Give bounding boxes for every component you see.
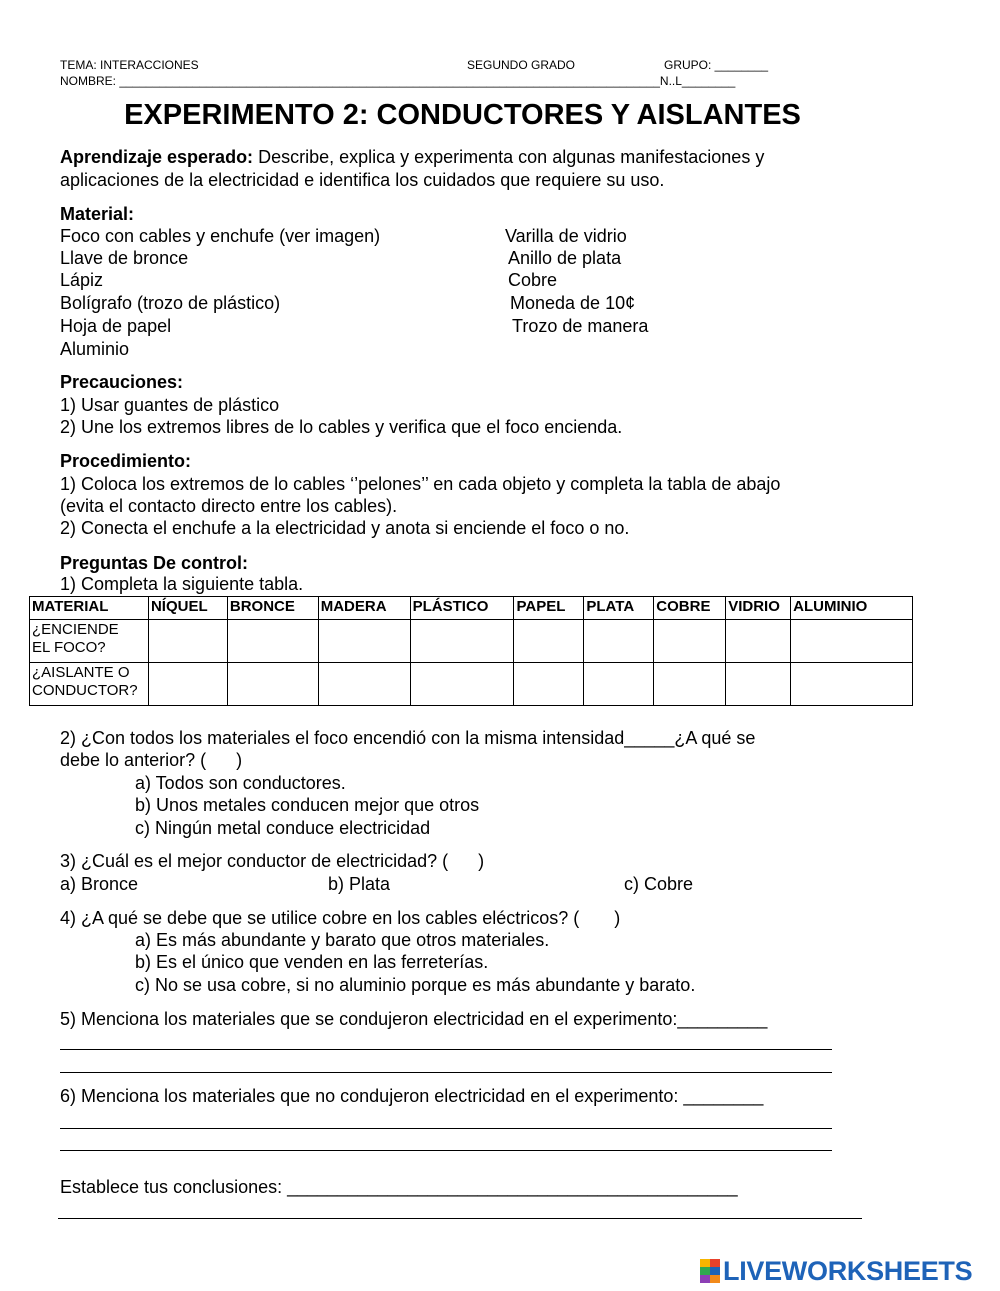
logo-block xyxy=(710,1267,720,1275)
aprendizaje-text: Describe, explica y experimenta con algunas manifestaciones y xyxy=(253,147,765,167)
answer-cell[interactable] xyxy=(514,663,584,706)
answer-cell[interactable] xyxy=(318,620,410,663)
table-header-cell: NÍQUEL xyxy=(148,597,227,620)
logo-block xyxy=(710,1259,720,1267)
material-left-item: Hoja de papel xyxy=(60,316,172,336)
logo-block xyxy=(700,1259,710,1267)
page-title: EXPERIMENTO 2: CONDUCTORES Y AISLANTES xyxy=(124,99,801,131)
question-2-option: c) Ningún metal conduce electricidad xyxy=(135,818,431,838)
aprendizaje-label: Aprendizaje esperado: xyxy=(60,147,254,167)
liveworksheets-logo-text: LIVEWORKSHEETS xyxy=(723,1255,973,1286)
material-right-item: Anillo de plata xyxy=(508,248,622,268)
table-header-cell: MATERIAL xyxy=(30,597,149,620)
answer-cell[interactable] xyxy=(410,620,514,663)
header-tema: TEMA: INTERACCIONES xyxy=(60,58,199,72)
row-label-aislante: ¿AISLANTE O CONDUCTOR? xyxy=(30,663,149,706)
answer-line[interactable] xyxy=(60,1049,832,1050)
precauciones-item: 1) Usar guantes de plástico xyxy=(60,395,280,415)
answer-cell[interactable] xyxy=(791,620,913,663)
procedimiento-line: 2) Conecta el enchufe a la electricidad y anota si enciende el foco o no. xyxy=(60,518,630,538)
precauciones-item: 2) Une los extremos libres de lo cables y verifica que el foco encienda. xyxy=(60,417,623,437)
row-label-enciende: ¿ENCIENDE EL FOCO? xyxy=(30,620,149,663)
material-heading: Material: xyxy=(60,204,135,224)
precauciones-heading: Precauciones: xyxy=(60,372,184,392)
material-left-item: Bolígrafo (trozo de plástico) xyxy=(60,293,281,313)
question-4-option: b) Es el único que venden en las ferreterías. xyxy=(135,952,489,972)
procedimiento-line: (evita el contacto directo entre los cables). xyxy=(60,496,398,516)
table-header-cell: MADERA xyxy=(318,597,410,620)
material-left-item: Llave de bronce xyxy=(60,248,189,268)
table-header-cell: COBRE xyxy=(654,597,726,620)
procedimiento-line: 1) Coloca los extremos de lo cables ‘’pelones’’ en cada objeto y completa la tabla de abajo xyxy=(60,474,781,494)
answer-cell[interactable] xyxy=(410,663,514,706)
question-3-option-a: a) Bronce xyxy=(60,874,139,894)
answer-cell[interactable] xyxy=(514,620,584,663)
material-right-item: Moneda de 10¢ xyxy=(510,293,636,313)
table-header-cell: ALUMINIO xyxy=(791,597,913,620)
question-2-line1: 2) ¿Con todos los materiales el foco encendió con la misma intensidad_____¿A qué se xyxy=(60,728,756,748)
answer-cell[interactable] xyxy=(318,663,410,706)
answer-line[interactable] xyxy=(60,1072,832,1073)
material-right-item: Trozo de manera xyxy=(512,316,649,336)
material-right-item: Cobre xyxy=(508,270,558,290)
question-2-option: a) Todos son conductores. xyxy=(135,773,346,793)
question-6: 6) Menciona los materiales que no condujeron electricidad en el experimento: ________ xyxy=(60,1086,764,1106)
aprendizaje-line2: aplicaciones de la electricidad e identifica los cuidados que requiere su uso. xyxy=(60,170,665,190)
table-header-cell: PAPEL xyxy=(514,597,584,620)
answer-cell[interactable] xyxy=(791,663,913,706)
answer-line[interactable] xyxy=(58,1218,862,1219)
header-grupo: GRUPO: ________ xyxy=(664,58,769,72)
question-3: 3) ¿Cuál es el mejor conductor de electricidad? ( ) xyxy=(60,851,485,871)
answer-line[interactable] xyxy=(60,1128,832,1129)
table-row-aislante xyxy=(30,663,913,706)
logo-block xyxy=(700,1275,710,1283)
table-header-cell: VIDRIO xyxy=(726,597,791,620)
answer-cell[interactable] xyxy=(148,620,227,663)
liveworksheets-logo xyxy=(700,1255,995,1286)
question-1: 1) Completa la siguiente tabla. xyxy=(60,574,304,594)
procedimiento-heading: Procedimiento: xyxy=(60,451,192,471)
preguntas-heading: Preguntas De control: xyxy=(60,553,249,573)
table-header-cell: BRONCE xyxy=(227,597,318,620)
answer-cell[interactable] xyxy=(726,663,791,706)
header-grado: SEGUNDO GRADO xyxy=(467,58,576,72)
material-left-item: Aluminio xyxy=(60,339,130,359)
question-4-option: a) Es más abundante y barato que otros materiales. xyxy=(135,930,550,950)
answer-cell[interactable] xyxy=(726,620,791,663)
liveworksheets-logo-icon xyxy=(700,1259,720,1283)
answer-line[interactable] xyxy=(60,1150,832,1151)
conclusiones-prompt: Establece tus conclusiones: _____________________________________________ xyxy=(60,1177,738,1197)
question-2-option: b) Unos metales conducen mejor que otros xyxy=(135,795,480,815)
logo-block xyxy=(710,1275,720,1283)
answer-cell[interactable] xyxy=(654,620,726,663)
header-nombre: NOMBRE: _________________________________________________________________________________N..L________ xyxy=(60,74,736,88)
answer-cell[interactable] xyxy=(227,663,318,706)
table-header-cell: PLÁSTICO xyxy=(410,597,514,620)
materials-table xyxy=(29,596,913,706)
question-4-option: c) No se usa cobre, si no aluminio porque es más abundante y barato. xyxy=(135,975,696,995)
answer-cell[interactable] xyxy=(584,663,654,706)
question-5: 5) Menciona los materiales que se condujeron electricidad en el experimento:_________ xyxy=(60,1009,768,1029)
logo-block xyxy=(700,1267,710,1275)
table-header-cell: PLATA xyxy=(584,597,654,620)
question-2-line2: debe lo anterior? ( ) xyxy=(60,750,243,770)
aprendizaje-line1 xyxy=(60,147,764,168)
material-right-item: Varilla de vidrio xyxy=(505,226,627,246)
answer-cell[interactable] xyxy=(148,663,227,706)
material-left-item: Foco con cables y enchufe (ver imagen) xyxy=(60,226,381,246)
table-header-row xyxy=(30,597,913,620)
answer-cell[interactable] xyxy=(227,620,318,663)
question-3-option-c: c) Cobre xyxy=(624,874,694,894)
answer-cell[interactable] xyxy=(654,663,726,706)
question-3-option-b: b) Plata xyxy=(328,874,391,894)
material-left-item: Lápiz xyxy=(60,270,104,290)
table-row-enciende xyxy=(30,620,913,663)
answer-cell[interactable] xyxy=(584,620,654,663)
question-4: 4) ¿A qué se debe que se utilice cobre en los cables eléctricos? ( ) xyxy=(60,908,621,928)
